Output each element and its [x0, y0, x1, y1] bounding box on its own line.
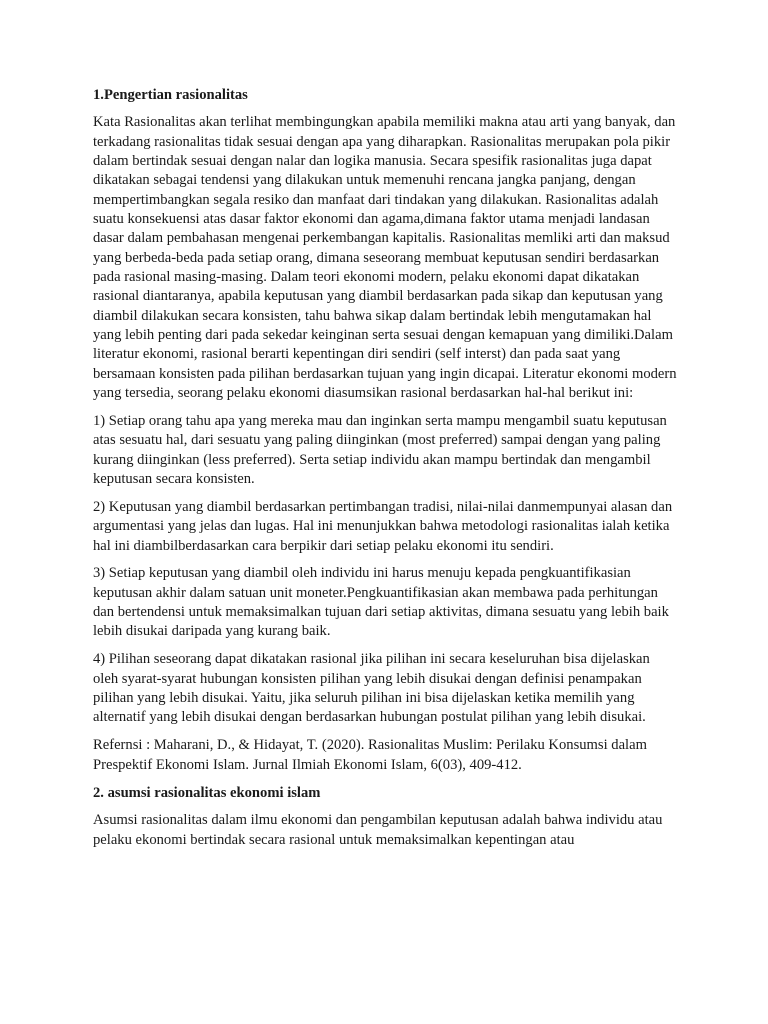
- section-2-heading: 2. asumsi rasionalitas ekonomi islam: [93, 784, 321, 801]
- section-1-heading: 1.Pengertian rasionalitas: [93, 87, 248, 103]
- point-3-paragraph: 3) Setiap keputusan yang diambil oleh individu ini harus menuju kepada pengkuantifikasian keputusan akhir dalam satuan unit moneter.Pengkuantifikasian akan membawa pada perhitungan dan bertendensi untuk memaksimalkan tujuan dari setiap aktivitas, dimana sesuatu yang lebih baik lebih disukai daripada yang kurang baik.: [93, 565, 669, 640]
- document-page: [93, 86, 678, 858]
- reference-paragraph: Refernsi : Maharani, D., & Hidayat, T. (2020). Rasionalitas Muslim: Perilaku Konsumsi dalam Prespektif Ekonomi Islam. Jurnal Ilmiah Ekonomi Islam, 6(03), 409-412.: [93, 737, 647, 773]
- point-4-paragraph: 4) Pilihan seseorang dapat dikatakan rasional jika pilihan ini secara keseluruhan bisa dijelaskan oleh syarat-syarat hubungan konsisten pilihan yang lebih disukai dengan definisi penampakan pilihan yang lebih disukai. Yaitu, jika seluruh pilihan ini bisa dijelaskan ketika memilih yang alternatif yang lebih disukai dengan berdasarkan hubungan postulat pilihan yang lebih disukai.: [93, 651, 650, 726]
- point-2-paragraph: 2) Keputusan yang diambil berdasarkan pertimbangan tradisi, nilai-nilai danmempunyai alasan dan argumentasi yang jelas dan lugas. Hal ini menunjukkan bahwa metodologi rasionalitas ialah ketika hal ini diambilberdasarkan cara berpikir dari setiap pelaku ekonomi itu sendiri.: [93, 498, 673, 554]
- point-1-paragraph: 1) Setiap orang tahu apa yang mereka mau dan inginkan serta mampu mengambil suatu keputusan atas sesuatu hal, dari sesuatu yang paling diinginkan (most preferred) sampai dengan yang paling kurang diinginkan (less preferred). Serta setiap individu akan mampu bertindak dan mengambil keputusan secara konsisten.: [93, 413, 667, 488]
- section-1-intro-paragraph: Kata Rasionalitas akan terlihat membingungkan apabila memiliki makna atau arti yang banyak, dan terkadang rasionalitas tidak sesuai dengan apa yang diharapkan. Rasionalitas merupakan pola pikir dalam bertindak sesuai dengan nalar dan logika manusia. Secara spesifik rasionalitas juga dapat dikatakan sebagai tendensi yang dilakukan untuk memenuhi rencana jangka panjang, dengan mempertimbangkan segala resiko dan manfaat dari tindakan yang dilakukan. Rasionalitas adalah suatu konsekuensi atas dasar faktor ekonomi dan agama,dimana faktor utama menjadi landasan dasar dalam pembahasan mengenai perkembangan kapitalis. Rasionalitas memliki arti dan maksud yang berbeda-beda pada setiap orang, dimana seseorang membuat keputusan sendiri berdasarkan pada rasional masing-masing. Dalam teori ekonomi modern, pelaku ekonomi dapat dikatakan rasional diantaranya, apabila keputusan yang diambil berdasarkan pada sikap dan keputusan yang diambil dilakukan secara konsisten, tahu bahwa sikap dalam bertindak lebih mengutamakan hal yang lebih penting dari pada sekedar keinginan serta sesuai dengan kemapuan yang dimiliki.Dalam literatur ekonomi, rasional berarti kepentingan diri sendiri (self interst) dan pada saat yang bersamaan konsisten pada pilihan berdasarkan tujuan yang ingin dicapai. Literatur ekonomi modern yang tersedia, seorang pelaku ekonomi diasumsikan rasional berdasarkan hal-hal berikut ini:: [93, 114, 677, 402]
- section-2-intro-paragraph: Asumsi rasionalitas dalam ilmu ekonomi dan pengambilan keputusan adalah bahwa individu atau pelaku ekonomi bertindak secara rasional untuk memaksimalkan kepentingan atau: [93, 812, 663, 848]
